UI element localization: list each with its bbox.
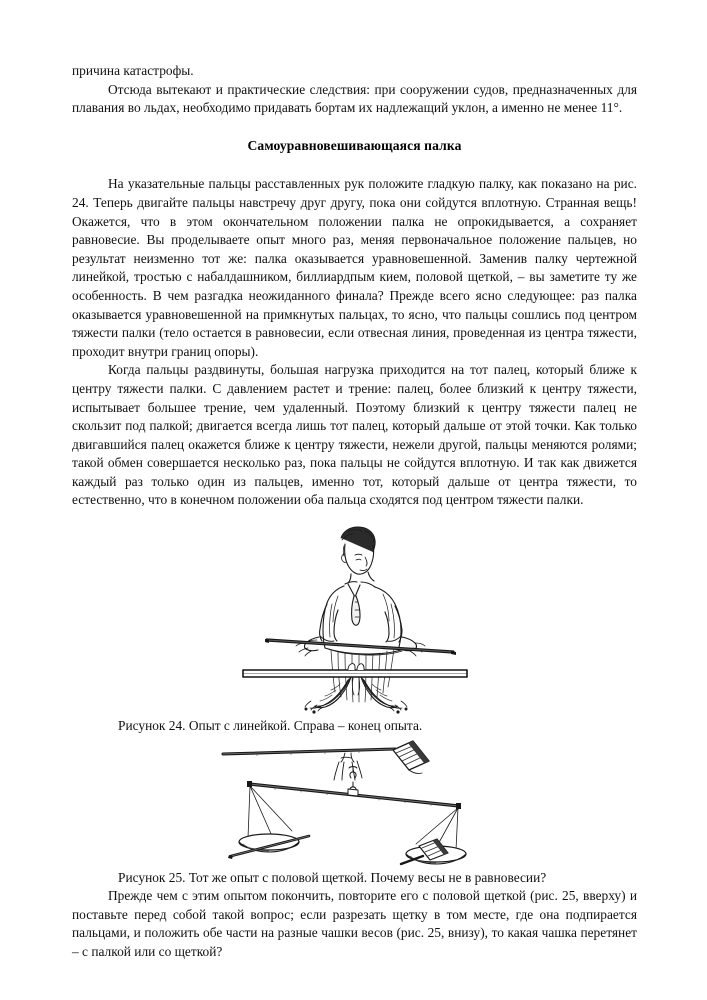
figure-25-caption: Рисунок 25. Тот же опыт с половой щеткой. Почему весы не в равновесии? [118, 869, 547, 885]
heading-spacer-bottom [72, 155, 637, 175]
text-column [72, 62, 637, 962]
paragraph-friction-explanation: Когда пальцы раздвинуты, большая нагрузка приходится на тот палец, который ближе к центру тяжести палки. С давлением растет и трение: палец, более близкий к центру тяжести, испытывает большее трение, чем удаленный. Поэтому близкий к центру тяжести палец не скользит под палкой; двигается всегда лишь тот палец, который дальше от этой точки. Как только двигавшийся палец окажется ближе к центру тяжести, нежели другой, пальцы меняются ролями; такой обмен совершается несколько раз, пока пальцы не сойдутся вплотную. И так как движется каждый раз только один из пальцев, именно тот, который дальше от центра тяжести, то естественно, что в конечном положении оба пальца сходятся под центром тяжести палки. [72, 362, 637, 508]
paragraph-stick-experiment: На указательные пальцы расставленных рук положите гладкую палку, как показано на рис. 24. Теперь двигайте пальцы навстречу друг другу, пока они сойдутся вплотную. Странная вещь! Окажется, что в этом окончательном положении палка не опрокидывается, а сохраняет равновесие. Вы проделываете опыт много раз, меняя первоначальное положение пальцев, но результат неизменно тот же: палка оказывается уравновешенной. Заменив палку чертежной линейкой, тростью с набалдашником, биллиардпым кием, половой щеткой, – вы заметите ту же особенность. В чем разгадка неожиданного финала? Прежде всего ясно следующее: раз палка оказывается уравновешенной на примкнутых пальцах, то ясно, что пальцы сошлись под центром тяжести палки (тело остается в равновесии, если отвесная линия, проведенная из центра тяжести, проходит внутри границ опоры). [72, 176, 637, 359]
heading-spacer-top [72, 118, 637, 137]
figure-25-illustration [205, 738, 505, 868]
figure-24 [72, 524, 637, 736]
figure-24-illustration [205, 524, 505, 719]
figure-25 [72, 738, 637, 888]
continued-line: причина катастрофы. [72, 63, 194, 78]
paragraph-broom-question: Прежде чем с этим опытом покончить, повторите его с половой щеткой (рис. 25, вверху) и поставьте перед собой такой вопрос; если разрезать щетку в том месте, где она подпирается пальцами, и положить обе части на разные чашки весов (рис. 25, внизу), то какая чашка перетянет – с палкой или со щеткой? [72, 888, 637, 960]
paragraph-practical-consequences: Отсюда вытекают и практические следствия: при сооружении судов, предназначенных для плавания во льдах, необходимо придавать бортам их надлежащий уклон, а именно не менее 11°. [72, 81, 637, 116]
section-heading: Самоуравновешивающаяся палка [247, 137, 462, 153]
figure-24-caption: Рисунок 24. Опыт с линейкой. Справа – конец опыта. [118, 718, 423, 734]
